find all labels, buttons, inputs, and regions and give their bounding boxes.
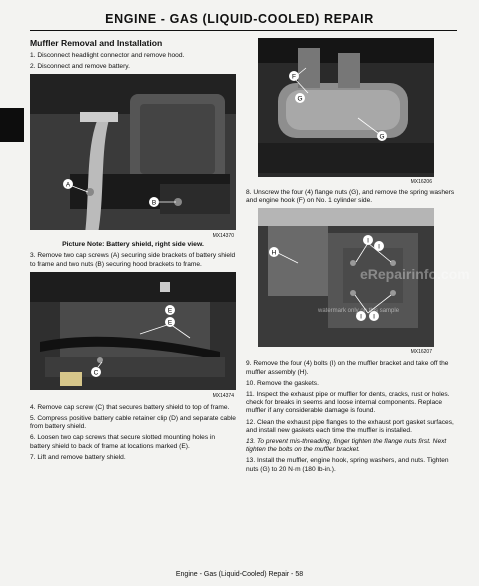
callout-i-2-label: I: [378, 243, 380, 251]
photo-muffler-bracket: [258, 208, 434, 356]
callout-g-1-label: G: [297, 95, 303, 103]
watermark-sub: watermark only on this sample: [318, 308, 400, 314]
step-2: 2. Disconnect and remove battery.: [30, 63, 130, 71]
step-12: 12. Clean the exhaust pipe flanges to the exhaust port gasket surfaces, and install new gaskets each time the muffler is installed.: [246, 418, 454, 434]
step-9: 9. Remove the four (4) bolts (I) on the muffler bracket and take off the muffler assembly (H).: [246, 360, 449, 376]
step-11: 11. Inspect the exhaust pipe or muffler for dents, cracks, rust or holes. check for breaks in seems and loose internal components. Replace muffler if any considerable damage is found.: [246, 391, 450, 415]
callout-i-1-label: I: [367, 237, 369, 245]
left-column: [30, 38, 236, 465]
step-1: 1. Disconnect headlight connector and remove hood.: [30, 52, 185, 59]
right-column: [246, 38, 458, 477]
callout-e-1-label: E: [167, 307, 173, 315]
picture-note: Picture Note: Battery shield, right side view.: [62, 241, 204, 249]
callout-h-label: H: [271, 249, 277, 257]
step-4: 4. Remove cap screw (C) that secures battery shield to top of frame.: [30, 403, 230, 411]
photo-muffler-bracket-drawing: [258, 208, 434, 356]
figure-id: MX14374: [212, 392, 234, 399]
photo-battery-shield-drawing: [30, 74, 236, 240]
step-3: 3. Remove two cap screws (A) securing side brackets of battery shield to frame and two nuts (B) securing hood brackets to frame.: [30, 252, 236, 268]
figure-id: MX16207: [410, 349, 432, 356]
callout-a-label: A: [65, 181, 71, 189]
step-7: 7. Lift and remove battery shield.: [30, 453, 126, 461]
page-header: [0, 0, 479, 34]
photo-battery-shield-side: [30, 74, 236, 240]
callout-i-3-label: I: [360, 313, 362, 321]
photo-battery-shield-top: [30, 272, 236, 400]
header-rule: [30, 30, 457, 31]
page-footer: Engine - Gas (Liquid-Cooled) Repair - 58: [175, 571, 304, 578]
figure-id: MX14370: [212, 233, 234, 240]
watermark: eRepairinfo.com: [360, 266, 470, 282]
step-10: 10. Remove the gaskets.: [246, 379, 319, 387]
callout-b-label: B: [151, 199, 157, 207]
step-5: 5. Compress positive battery cable retainer clip (D) and separate cable from battery shield.: [30, 415, 236, 431]
photo-muffler-top: [258, 38, 434, 186]
threading-note: 13. To prevent mis-threading, finger tighten the flange nuts first. Next tighten the bolts on the muffler bracket.: [246, 438, 447, 454]
photo-battery-shield-top-drawing: [30, 272, 236, 400]
callout-f-label: F: [292, 73, 296, 81]
photo-muffler-top-drawing: [258, 38, 434, 186]
page-title: ENGINE - GAS (LIQUID-COOLED) REPAIR: [105, 12, 374, 26]
section-tab-marker: [0, 108, 24, 142]
step-8: 8. Unscrew the four (4) flange nuts (G), and remove the spring washers and engine hook (F) on No. 1 cylinder side.: [246, 189, 455, 205]
figure-id: MX16206: [410, 179, 432, 185]
callout-i-4-label: I: [373, 313, 375, 321]
callout-c-label: C: [93, 369, 99, 377]
section-title: Muffler Removal and Installation: [30, 38, 163, 48]
step-6: 6. Loosen two cap screws that secure slotted mounting holes in battery shield to back of frame at locations marked (E).: [30, 434, 216, 450]
callout-e-2-label: E: [167, 319, 173, 327]
callout-g-2-label: G: [379, 133, 385, 141]
step-13: 13. Install the muffler, engine hook, spring washers, and nuts. Tighten nuts (G) to 20 N·m (180 lb-in.).: [246, 457, 449, 473]
